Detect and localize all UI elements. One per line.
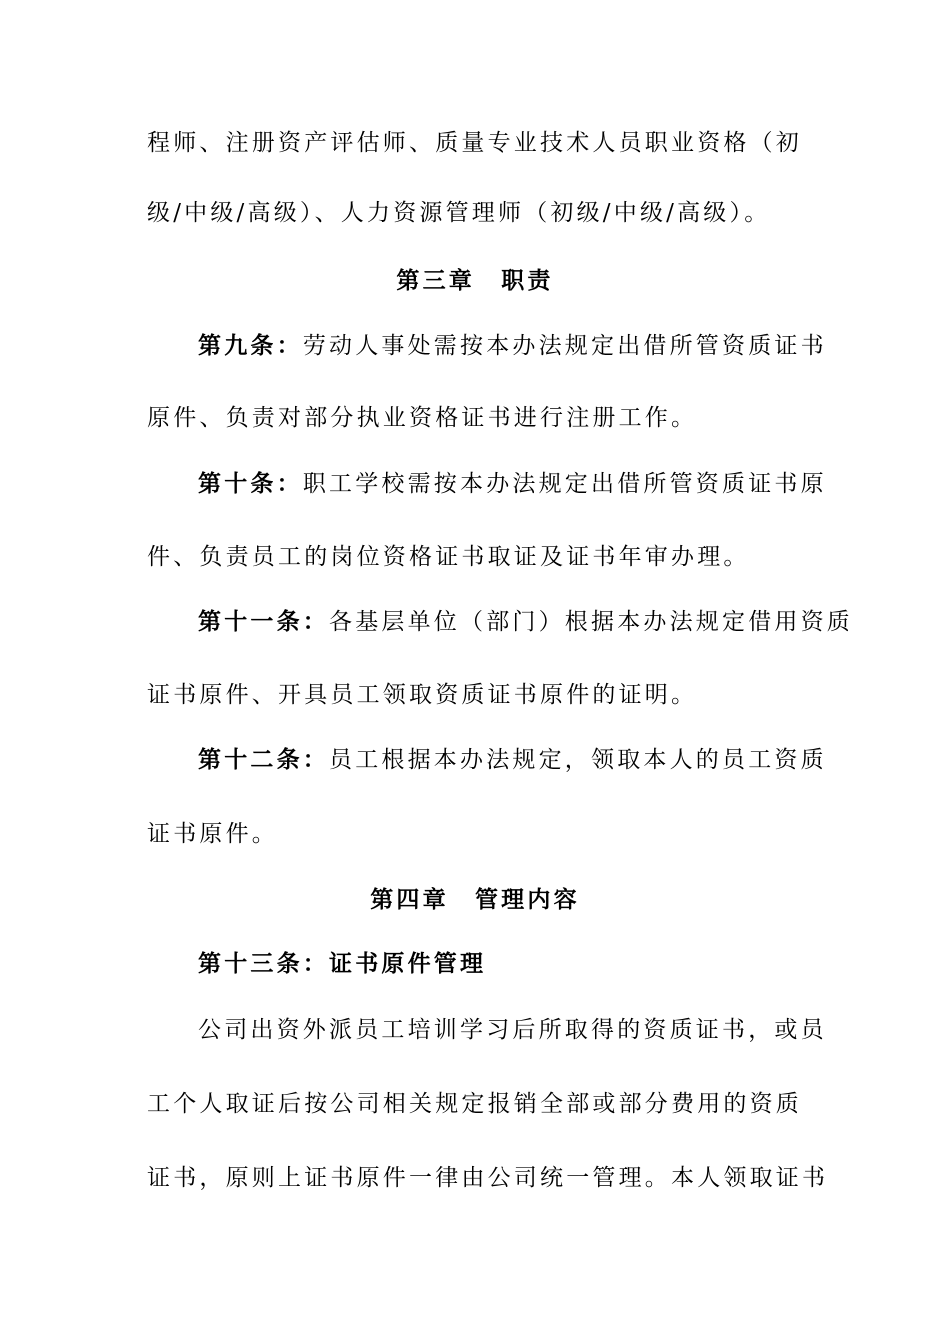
article-13-heading: 第十三条：证书原件管理 xyxy=(198,950,487,977)
paragraph-line: 原件、负责对部分执业资格证书进行注册工作。 xyxy=(147,405,698,431)
article-text: 劳动人事处需按本办法规定出借所管资质证书 xyxy=(302,333,827,359)
paragraph-line: 证书原件、开具员工领取资质证书原件的证明。 xyxy=(147,682,698,708)
article-9 xyxy=(198,331,827,361)
article-label: 第十二条： xyxy=(198,746,329,773)
paragraph-line: 公司出资外派员工培训学习后所取得的资质证书，或员 xyxy=(198,1017,827,1043)
article-label: 第九条： xyxy=(198,332,303,359)
article-text: 各基层单位（部门）根据本办法规定借用资质 xyxy=(329,609,853,635)
chapter-heading: 第三章 职责 xyxy=(396,267,554,294)
chapter-heading: 第四章 管理内容 xyxy=(370,886,580,913)
paragraph-line: 证书原件。 xyxy=(147,821,278,847)
paragraph-line: 件、负责员工的岗位资格证书取证及证书年审办理。 xyxy=(147,544,750,570)
paragraph-line: 工个人取证后按公司相关规定报销全部或部分费用的资质 xyxy=(147,1091,802,1117)
article-text: 员工根据本办法规定，领取本人的员工资质 xyxy=(329,747,827,773)
article-text: 职工学校需按本办法规定出借所管资质证书原 xyxy=(302,471,827,497)
paragraph-line: 证书，原则上证书原件一律由公司统一管理。本人领取证书 xyxy=(147,1165,829,1191)
paragraph-line: 程师、注册资产评估师、质量专业技术人员职业资格（初 xyxy=(147,130,802,156)
paragraph-line: 级/中级/高级）、人力资源管理师（初级/中级/高级）。 xyxy=(147,200,771,226)
article-12 xyxy=(198,745,827,775)
article-label: 第十一条： xyxy=(198,608,329,635)
article-10 xyxy=(198,469,827,499)
article-11 xyxy=(198,607,853,637)
article-label: 第十条： xyxy=(198,470,303,497)
